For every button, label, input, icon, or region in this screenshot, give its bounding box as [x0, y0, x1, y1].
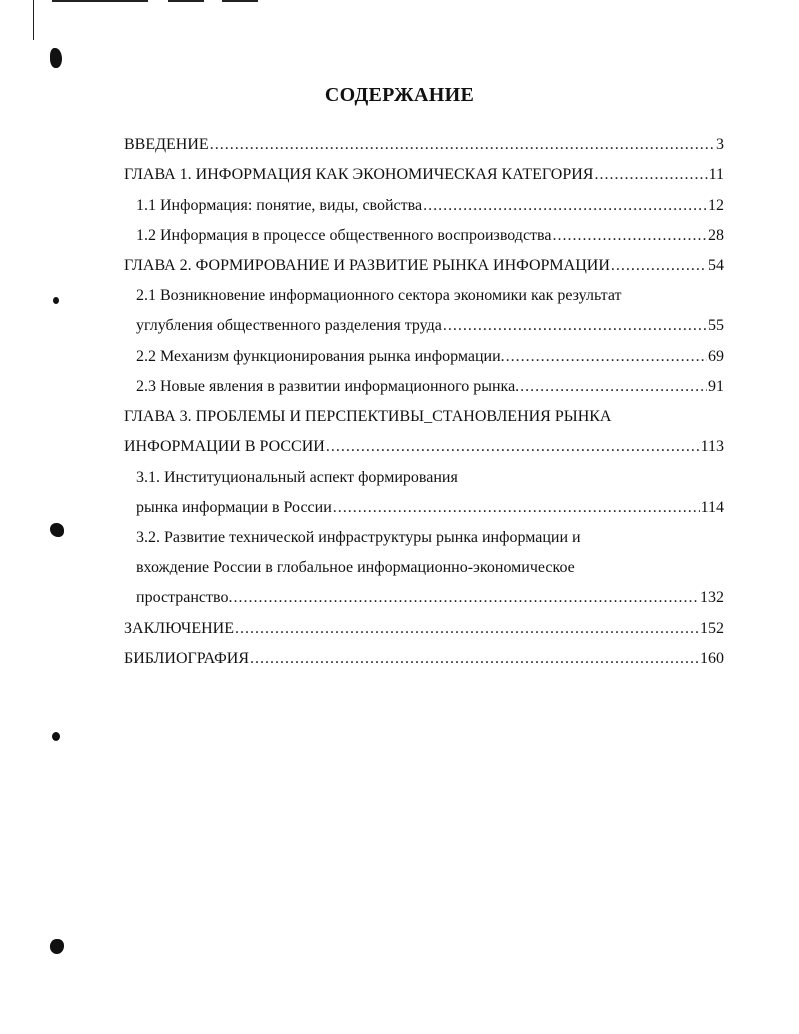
- punch-hole-mark: [53, 297, 59, 304]
- toc-page-number: 55: [708, 317, 724, 334]
- toc-entry-text: углубления общественного разделения труда: [136, 317, 442, 334]
- toc-entry-chapter-3[interactable]: [124, 435, 724, 459]
- leader-dots: [210, 133, 715, 157]
- toc-entry-chapter-3-line1[interactable]: ГЛАВА 3. ПРОБЛЕМЫ И ПЕРСПЕКТИВЫ_СТАНОВЛЕНИЯ РЫНКА: [124, 408, 612, 425]
- leader-dots: [552, 224, 707, 248]
- scan-top-line-2: [168, 0, 204, 2]
- toc-entry-text: пространство.: [136, 589, 233, 606]
- toc-entry-text: 2.3 Новые явления в развитии информационного рынка.: [136, 378, 520, 395]
- page-title: СОДЕРЖАНИЕ: [324, 84, 475, 106]
- toc-entry-text: 1.2 Информация в процессе общественного воспроизводства: [136, 227, 552, 244]
- toc-entry-bibliography[interactable]: [124, 647, 724, 671]
- toc-entry-text: ЗАКЛЮЧЕНИЕ: [124, 620, 234, 637]
- toc-page-number: 3: [716, 136, 724, 153]
- toc-entry-conclusion[interactable]: [124, 617, 724, 641]
- leader-dots: [506, 345, 707, 369]
- toc-entry-text: ГЛАВА 1. ИНФОРМАЦИЯ КАК ЭКОНОМИЧЕСКАЯ КАТЕГОРИЯ: [124, 166, 594, 183]
- toc-page-number: 114: [700, 499, 724, 516]
- toc-entry-text: рынка информации в России: [136, 499, 332, 516]
- toc-entry-intro[interactable]: [124, 133, 724, 157]
- toc-entry-text: ВВЕДЕНИЕ: [124, 136, 209, 153]
- punch-hole-mark: [50, 523, 64, 537]
- toc-entry-section-2-3[interactable]: [136, 375, 724, 399]
- leader-dots: [233, 586, 699, 610]
- toc-page-number: 132: [700, 589, 724, 606]
- toc-entry-section-1-2[interactable]: [136, 224, 724, 248]
- punch-hole-mark: [50, 48, 62, 68]
- toc-entry-text: ГЛАВА 2. ФОРМИРОВАНИЕ И РАЗВИТИЕ РЫНКА ИНФОРМАЦИИ: [124, 257, 610, 274]
- toc-page-number: 54: [708, 257, 724, 274]
- toc-page-number: 12: [708, 197, 724, 214]
- toc-entry-section-2-1[interactable]: [136, 314, 724, 338]
- leader-dots: [423, 194, 707, 218]
- toc-page-number: 113: [700, 438, 724, 455]
- leader-dots: [333, 496, 700, 520]
- toc-entry-section-3-1[interactable]: [136, 496, 724, 520]
- toc-page-number: 152: [700, 620, 724, 637]
- scan-left-edge: [33, 0, 34, 40]
- toc-page-number: 69: [708, 348, 724, 365]
- toc-entry-section-1-1[interactable]: [136, 194, 724, 218]
- leader-dots: [520, 375, 707, 399]
- leader-dots: [594, 163, 707, 187]
- toc-entry-chapter-2[interactable]: [124, 254, 724, 278]
- toc-entry-section-3-2-line2[interactable]: вхождение России в глобальное информационно-экономическое: [136, 559, 575, 576]
- toc-entry-text: ИНФОРМАЦИИ В РОССИИ: [124, 438, 325, 455]
- toc-page-number: 160: [700, 650, 724, 667]
- toc-entry-section-3-1-line1[interactable]: 3.1. Институциональный аспект формирования: [136, 469, 458, 486]
- toc-entry-text: 2.2 Механизм функционирования рынка информации.: [136, 348, 505, 365]
- leader-dots: [250, 647, 699, 671]
- toc-entry-text: БИБЛИОГРАФИЯ: [124, 650, 250, 667]
- toc-entry-section-2-1-line1[interactable]: 2.1 Возникновение информационного сектора экономики как результат: [136, 287, 622, 304]
- scan-top-line-3: [222, 0, 258, 2]
- leader-dots: [443, 314, 707, 338]
- scan-top-line: [52, 0, 148, 2]
- toc-entry-text: 1.1 Информация: понятие, виды, свойства: [136, 197, 423, 214]
- toc-entry-section-3-2[interactable]: [136, 586, 724, 610]
- toc-entry-section-3-2-line1[interactable]: 3.2. Развитие технической инфраструктуры рынка информации и: [136, 529, 581, 546]
- toc-page-number: 28: [708, 227, 724, 244]
- punch-hole-mark: [50, 939, 64, 954]
- punch-hole-mark: [52, 732, 60, 741]
- toc-entry-section-2-2[interactable]: [136, 345, 724, 369]
- toc-page-number: 11: [708, 166, 724, 183]
- leader-dots: [235, 617, 699, 641]
- leader-dots: [611, 254, 707, 278]
- leader-dots: [326, 435, 700, 459]
- toc-page-number: 91: [708, 378, 724, 395]
- toc-entry-chapter-1[interactable]: [124, 163, 724, 187]
